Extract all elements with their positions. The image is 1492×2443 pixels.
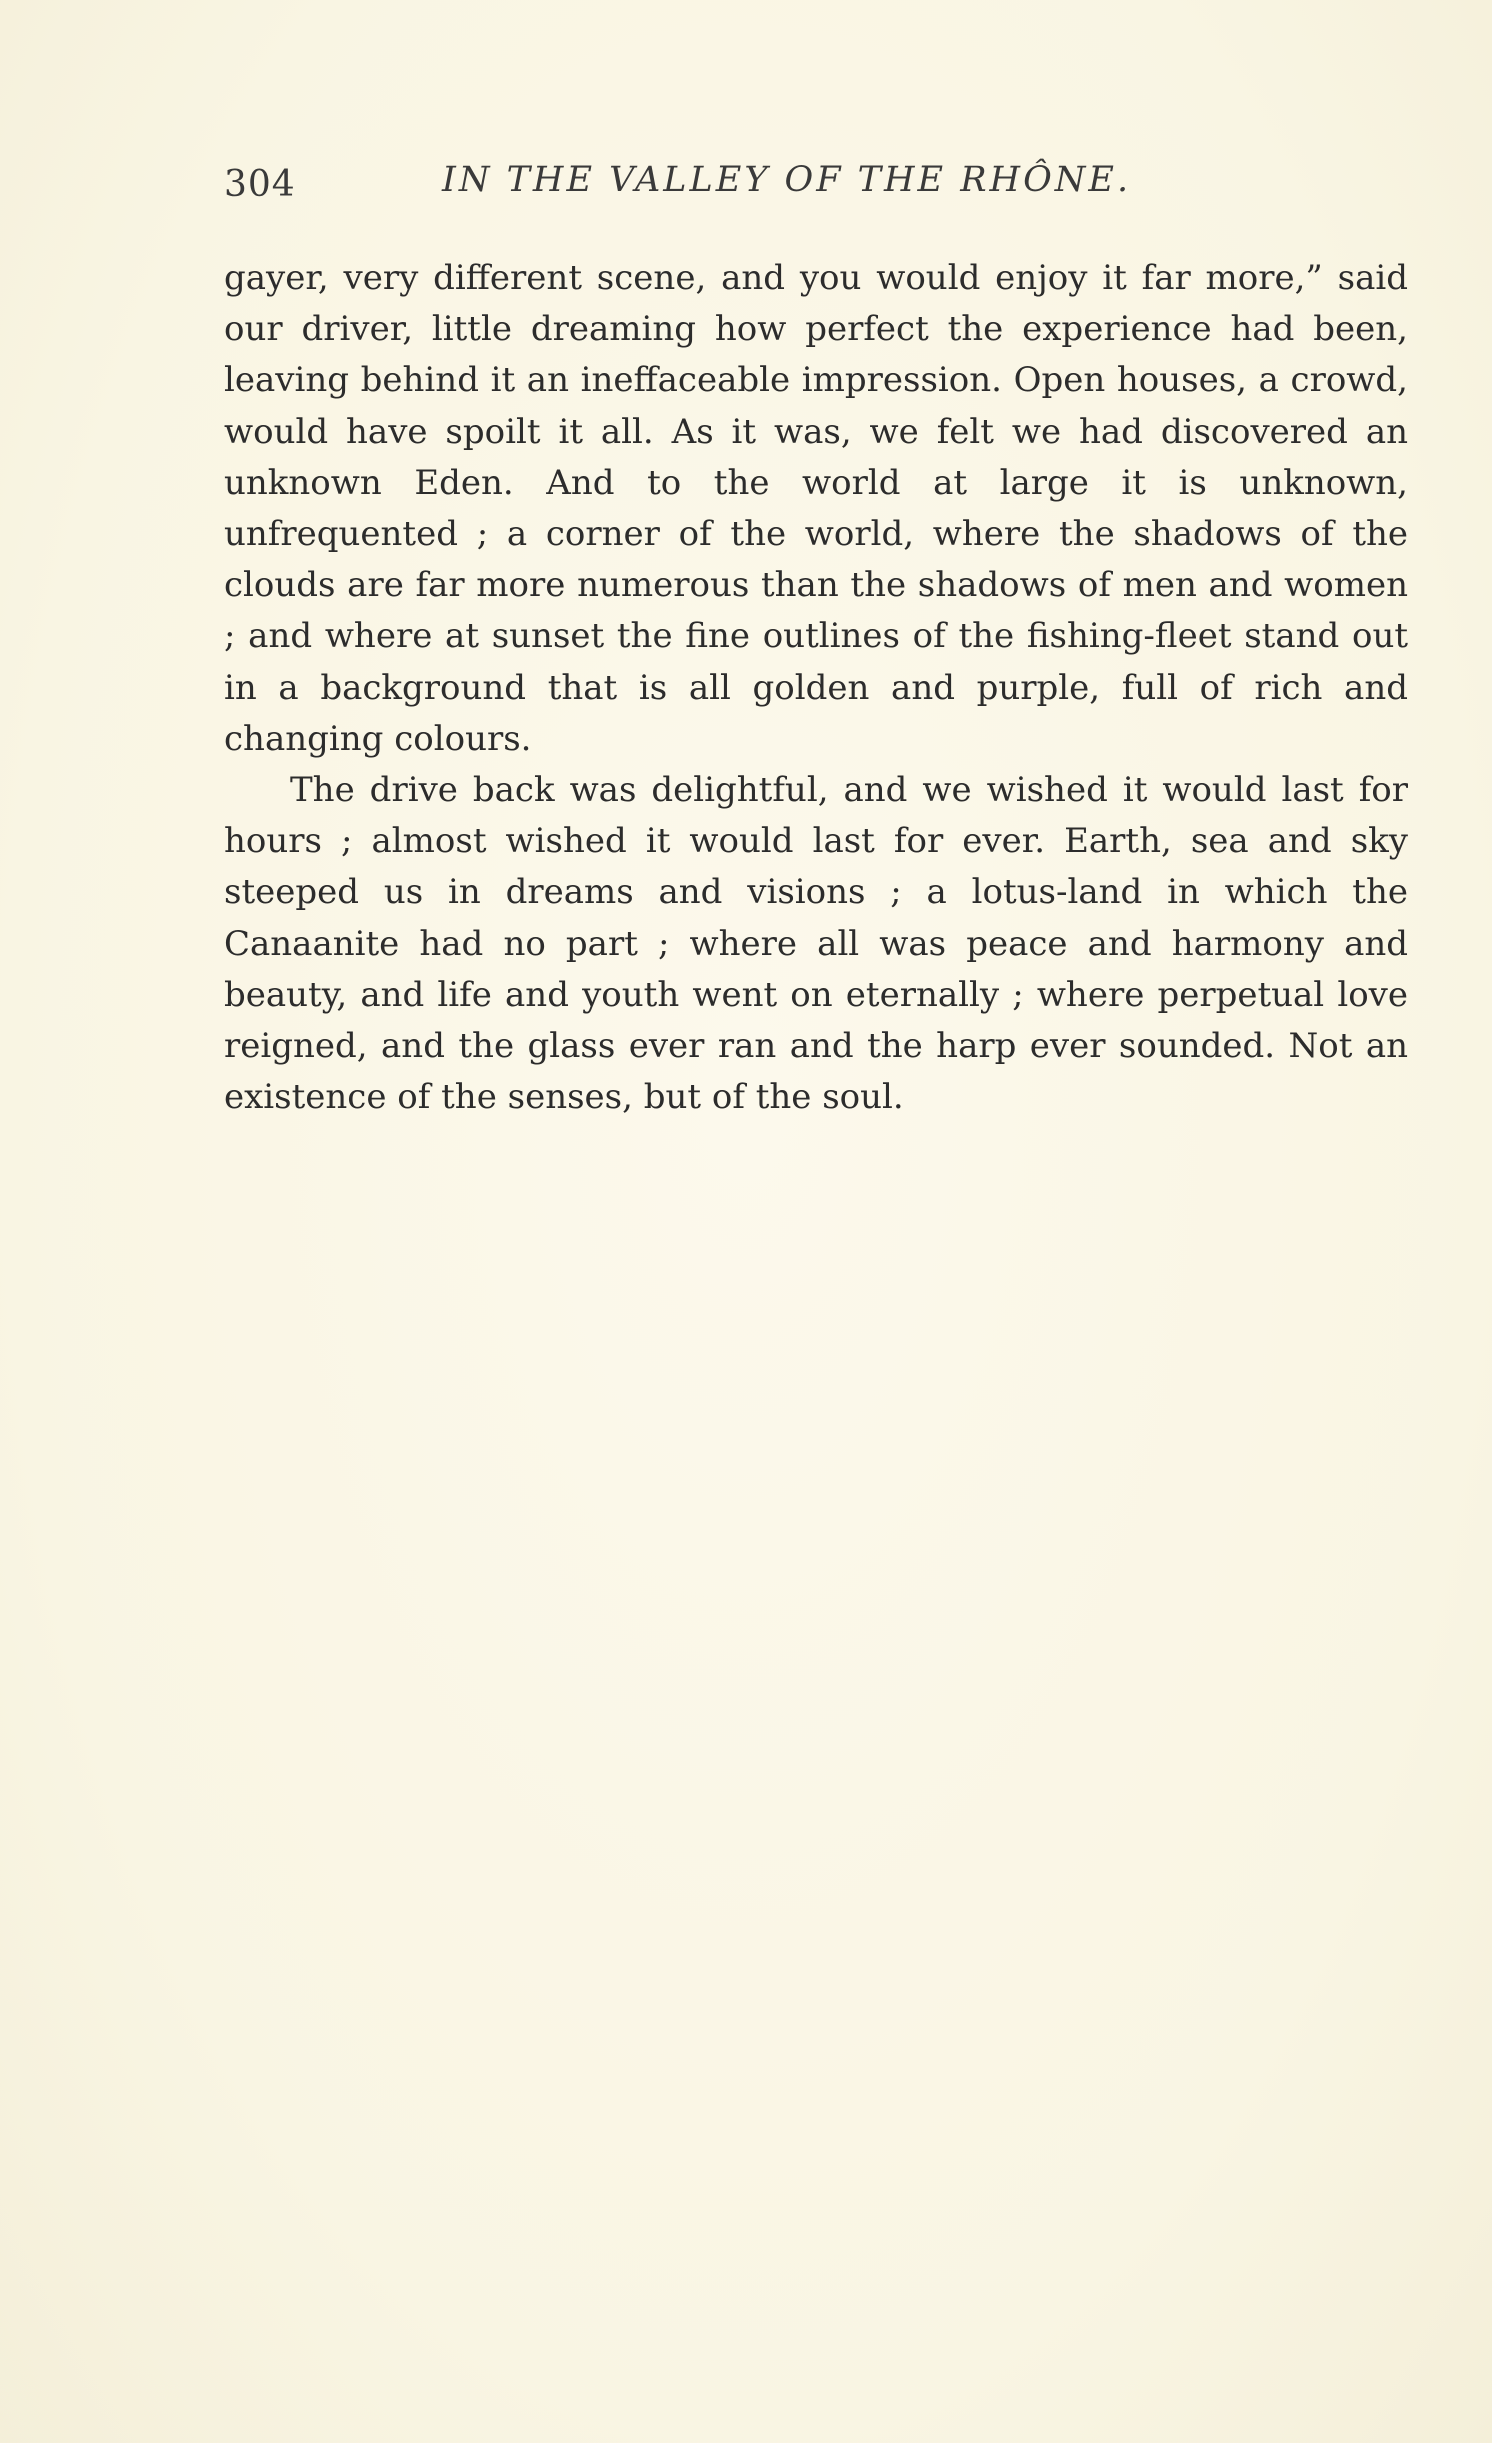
page-header — [224, 160, 1404, 210]
paragraph-drive-back: The drive back was delightful, and we wished it would last for hours ; almost wished it would last for ever. Earth, sea and sky steeped us in dreams and visions ; a lotus-land in which the Canaanite had no part ; where all was peace and harmony and beauty, and life and youth went on eternally ; where perpetual love reigned, and the glass ever ran and the harp ever sounded. Not an existence of the senses, but of the soul. — [224, 770, 1408, 1118]
body-text — [224, 253, 1408, 1123]
page-number: 304 — [224, 164, 296, 205]
running-head: IN THE VALLEY OF THE RHÔNE. — [442, 160, 1132, 200]
paragraph-continued: gayer, very different scene, and you would enjoy it far more,” said our driver, little dreaming how perfect the experience had been, leaving behind it an ineffaceable impression. Open houses, a crowd, would have spoilt it all. As it was, we felt we had discovered an unknown Eden. And to the world at large it is unknown, unfrequented ; a corner of the world, where the shadows of the clouds are far more numerous than the shadows of men and women ; and where at sunset the fine outlines of the fishing-fleet stand out in a background that is all golden and purple, full of rich and changing colours. — [224, 258, 1408, 759]
